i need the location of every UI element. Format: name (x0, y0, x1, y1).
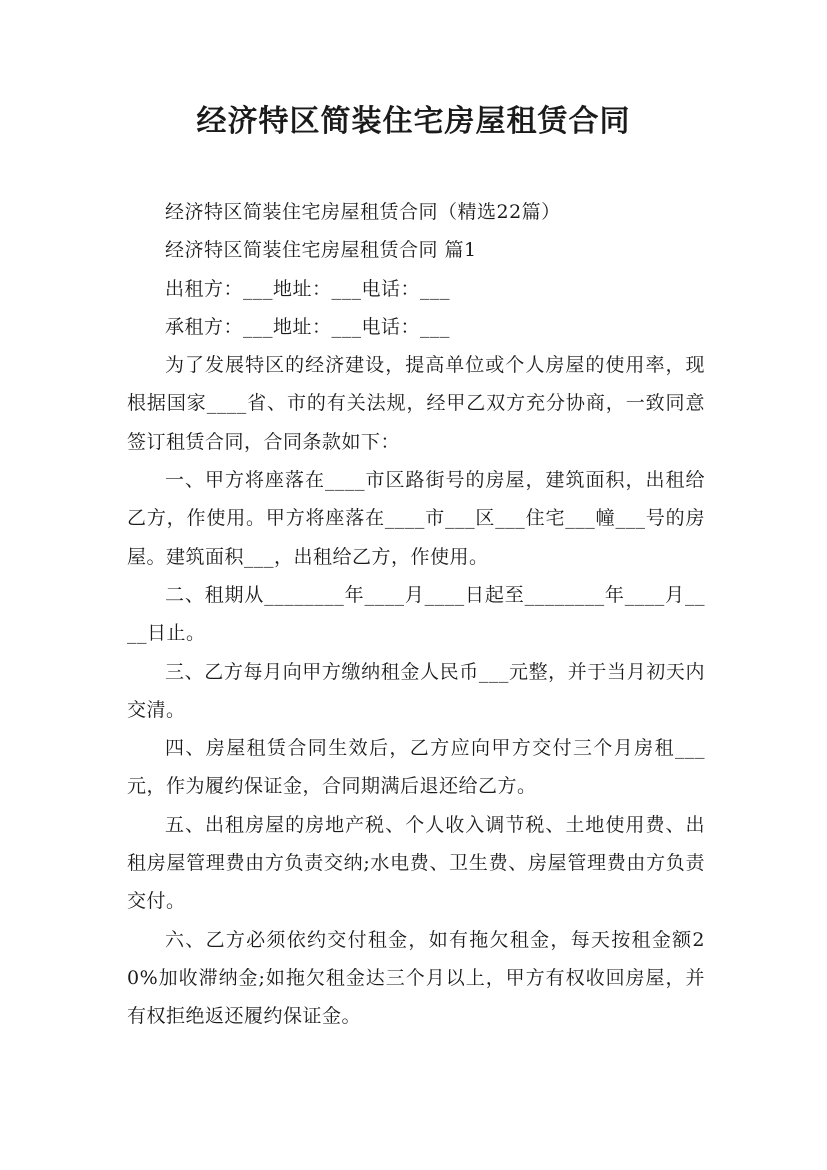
paragraph-clause-6: 六、乙方必须依约交付租金，如有拖欠租金，每天按租金额20%加收滞纳金;如拖欠租金达三个月以上，甲方有权收回房屋，并有权拒绝返还履约保证金。 (127, 928, 705, 1028)
paragraph-clause-1: 一、甲方将座落在____市区路街号的房屋，建筑面积，出租给乙方，作使用。甲方将座落在____市___区___住宅___幢___号的房屋。建筑面积___，出租给乙方，作使用。 (127, 469, 705, 568)
paragraph-chapter-heading: 经济特区简装住宅房屋租赁合同 篇1 (165, 239, 477, 262)
document-body (127, 193, 705, 1036)
paragraph-lessor: 出租方：___地址：___电话：___ (165, 277, 451, 300)
paragraph-clause-5: 五、出租房屋的房地产税、个人收入调节税、土地使用费、出租房屋管理费由方负责交纳;水电费、卫生费、房屋管理费由方负责交付。 (127, 813, 705, 913)
paragraph-subtitle: 经济特区简装住宅房屋租赁合同（精选22篇） (165, 201, 561, 223)
paragraph-clause-2: 二、租期从________年____月____日起至________年____月____日止。 (127, 583, 705, 645)
paragraph-clause-3: 三、乙方每月向甲方缴纳租金人民币___元整，并于当月初天内交清。 (127, 660, 705, 721)
paragraph-preamble: 为了发展特区的经济建设，提高单位或个人房屋的使用率，现根据国家____省、市的有关法规，经甲乙双方充分协商，一致同意签订租赁合同，合同条款如下： (127, 354, 705, 453)
document-title: 经济特区简装住宅房屋租赁合同 (196, 104, 631, 139)
paragraph-lessee: 承租方：___地址：___电话：___ (165, 315, 451, 338)
paragraph-clause-4: 四、房屋租赁合同生效后，乙方应向甲方交付三个月房租___元，作为履约保证金，合同期满后退还给乙方。 (127, 737, 705, 798)
